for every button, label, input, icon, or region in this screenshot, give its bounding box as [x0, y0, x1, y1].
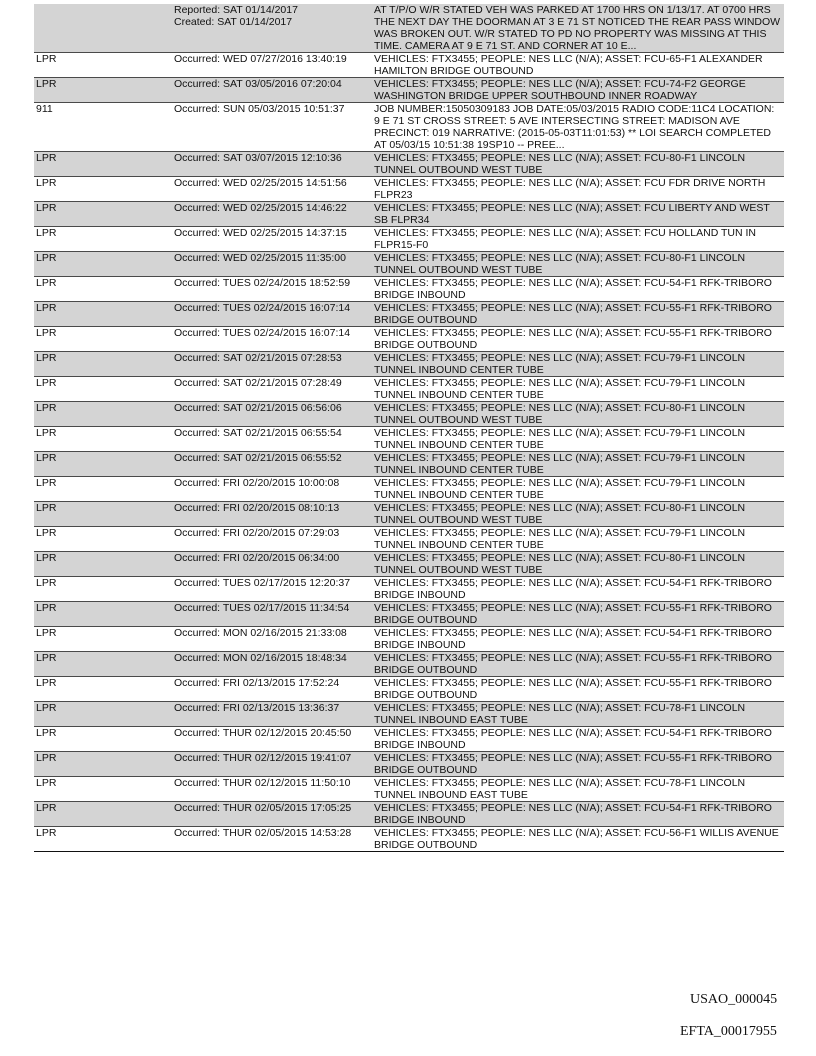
table-row: [34, 652, 784, 677]
record-description: VEHICLES: FTX3455; PEOPLE: NES LLC (N/A); ASSET: FCU-54-F1 RFK-TRIBORO BRIDGE INBOUND: [372, 802, 784, 827]
table-row: [34, 577, 784, 602]
occurred-date: Occurred: FRI 02/13/2015 17:52:24: [172, 677, 372, 702]
table-row: [34, 352, 784, 377]
occurred-date: Occurred: FRI 02/13/2015 13:36:37: [172, 702, 372, 727]
records-table: [34, 4, 784, 852]
record-dates: [172, 4, 372, 53]
record-type: [34, 4, 172, 53]
record-description: VEHICLES: FTX3455; PEOPLE: NES LLC (N/A); ASSET: FCU-80-F1 LINCOLN TUNNEL OUTBOUND WEST TUBE: [372, 502, 784, 527]
created-date: Created: SAT 01/14/2017: [174, 16, 293, 28]
table-row: [34, 252, 784, 277]
record-type: LPR: [34, 177, 172, 202]
record-description: VEHICLES: FTX3455; PEOPLE: NES LLC (N/A); ASSET: FCU LIBERTY AND WEST SB FLPR34: [372, 202, 784, 227]
table-row: [34, 402, 784, 427]
table-row: [34, 627, 784, 652]
record-description: VEHICLES: FTX3455; PEOPLE: NES LLC (N/A); ASSET: FCU-80-F1 LINCOLN TUNNEL OUTBOUND WEST TUBE: [372, 252, 784, 277]
table-row: [34, 53, 784, 78]
table-row: [34, 527, 784, 552]
record-description: VEHICLES: FTX3455; PEOPLE: NES LLC (N/A); ASSET: FCU-78-F1 LINCOLN TUNNEL INBOUND EAST TUBE: [372, 702, 784, 727]
occurred-date: Occurred: SAT 02/21/2015 07:28:53: [172, 352, 372, 377]
table-row: [34, 727, 784, 752]
record-description: VEHICLES: FTX3455; PEOPLE: NES LLC (N/A); ASSET: FCU-55-F1 RFK-TRIBORO BRIDGE OUTBOUND: [372, 677, 784, 702]
record-type: LPR: [34, 78, 172, 103]
occurred-date: Occurred: TUES 02/24/2015 16:07:14: [172, 327, 372, 352]
record-description: AT T/P/O W/R STATED VEH WAS PARKED AT 1700 HRS ON 1/13/17. AT 0700 HRS THE NEXT DAY THE DOORMAN AT 3 E 71 ST NOTICED THE REAR PASS WINDOW WAS BROKEN OUT. W/R STATED TO PD NO PROPERTY WAS MISSING AT THIS TIME. CAMERA AT 9 E 71 ST. AND CORNER AT 10 E...: [372, 4, 784, 53]
occurred-date: Occurred: MON 02/16/2015 21:33:08: [172, 627, 372, 652]
table-row: [34, 377, 784, 402]
occurred-date: Occurred: SAT 03/05/2016 07:20:04: [172, 78, 372, 103]
table-row: [34, 103, 784, 152]
record-description: VEHICLES: FTX3455; PEOPLE: NES LLC (N/A); ASSET: FCU-55-F1 RFK-TRIBORO BRIDGE OUTBOUND: [372, 327, 784, 352]
record-description: VEHICLES: FTX3455; PEOPLE: NES LLC (N/A); ASSET: FCU-65-F1 ALEXANDER HAMILTON BRIDGE OUTBOUND: [372, 53, 784, 78]
record-description: VEHICLES: FTX3455; PEOPLE: NES LLC (N/A); ASSET: FCU-79-F1 LINCOLN TUNNEL INBOUND CENTER TUBE: [372, 477, 784, 502]
table-row: [34, 777, 784, 802]
records-body: [34, 4, 784, 852]
record-type: LPR: [34, 202, 172, 227]
occurred-date: Occurred: THUR 02/12/2015 11:50:10: [172, 777, 372, 802]
record-type: LPR: [34, 352, 172, 377]
first-record-row: [34, 4, 784, 53]
table-row: [34, 177, 784, 202]
record-description: VEHICLES: FTX3455; PEOPLE: NES LLC (N/A); ASSET: FCU HOLLAND TUN IN FLPR15-F0: [372, 227, 784, 252]
table-row: [34, 152, 784, 177]
record-type: LPR: [34, 652, 172, 677]
record-type: LPR: [34, 53, 172, 78]
record-type: LPR: [34, 527, 172, 552]
occurred-date: Occurred: FRI 02/20/2015 06:34:00: [172, 552, 372, 577]
occurred-date: Occurred: WED 02/25/2015 14:51:56: [172, 177, 372, 202]
occurred-date: Occurred: WED 07/27/2016 13:40:19: [172, 53, 372, 78]
record-description: VEHICLES: FTX3455; PEOPLE: NES LLC (N/A); ASSET: FCU-54-F1 RFK-TRIBORO BRIDGE INBOUND: [372, 277, 784, 302]
table-row: [34, 452, 784, 477]
record-description: VEHICLES: FTX3455; PEOPLE: NES LLC (N/A); ASSET: FCU-78-F1 LINCOLN TUNNEL INBOUND EAST TUBE: [372, 777, 784, 802]
occurred-date: Occurred: WED 02/25/2015 14:46:22: [172, 202, 372, 227]
occurred-date: Occurred: TUES 02/24/2015 18:52:59: [172, 277, 372, 302]
table-row: [34, 302, 784, 327]
reported-date: Reported: SAT 01/14/2017: [174, 4, 298, 16]
record-type: LPR: [34, 677, 172, 702]
record-type: LPR: [34, 827, 172, 852]
table-row: [34, 602, 784, 627]
record-description: VEHICLES: FTX3455; PEOPLE: NES LLC (N/A); ASSET: FCU-54-F1 RFK-TRIBORO BRIDGE INBOUND: [372, 577, 784, 602]
occurred-date: Occurred: SAT 02/21/2015 07:28:49: [172, 377, 372, 402]
occurred-date: Occurred: THUR 02/12/2015 20:45:50: [172, 727, 372, 752]
occurred-date: Occurred: SUN 05/03/2015 10:51:37: [172, 103, 372, 152]
record-type: LPR: [34, 402, 172, 427]
bates-usao: USAO_000045: [690, 992, 778, 1007]
table-row: [34, 802, 784, 827]
table-row: [34, 277, 784, 302]
occurred-date: Occurred: SAT 02/21/2015 06:56:06: [172, 402, 372, 427]
record-description: VEHICLES: FTX3455; PEOPLE: NES LLC (N/A); ASSET: FCU-74-F2 GEORGE WASHINGTON BRIDGE UPPER SOUTHBOUND INNER ROADWAY: [372, 78, 784, 103]
occurred-date: Occurred: FRI 02/20/2015 10:00:08: [172, 477, 372, 502]
occurred-date: Occurred: FRI 02/20/2015 07:29:03: [172, 527, 372, 552]
record-description: VEHICLES: FTX3455; PEOPLE: NES LLC (N/A); ASSET: FCU-55-F1 RFK-TRIBORO BRIDGE OUTBOUND: [372, 752, 784, 777]
record-type: LPR: [34, 427, 172, 452]
occurred-date: Occurred: SAT 03/07/2015 12:10:36: [172, 152, 372, 177]
occurred-date: Occurred: TUES 02/17/2015 12:20:37: [172, 577, 372, 602]
record-type: LPR: [34, 377, 172, 402]
occurred-date: Occurred: TUES 02/24/2015 16:07:14: [172, 302, 372, 327]
record-description: VEHICLES: FTX3455; PEOPLE: NES LLC (N/A); ASSET: FCU-54-F1 RFK-TRIBORO BRIDGE INBOUND: [372, 627, 784, 652]
table-row: [34, 202, 784, 227]
record-type: LPR: [34, 477, 172, 502]
record-type: LPR: [34, 152, 172, 177]
record-description: VEHICLES: FTX3455; PEOPLE: NES LLC (N/A); ASSET: FCU-55-F1 RFK-TRIBORO BRIDGE OUTBOUND: [372, 652, 784, 677]
record-type: LPR: [34, 802, 172, 827]
record-description: VEHICLES: FTX3455; PEOPLE: NES LLC (N/A); ASSET: FCU-79-F1 LINCOLN TUNNEL INBOUND CENTER TUBE: [372, 527, 784, 552]
record-type: LPR: [34, 552, 172, 577]
occurred-date: Occurred: THUR 02/05/2015 17:05:25: [172, 802, 372, 827]
record-type: LPR: [34, 452, 172, 477]
occurred-date: Occurred: SAT 02/21/2015 06:55:52: [172, 452, 372, 477]
record-type: LPR: [34, 602, 172, 627]
record-description: VEHICLES: FTX3455; PEOPLE: NES LLC (N/A); ASSET: FCU-56-F1 WILLIS AVENUE BRIDGE OUTBOUND: [372, 827, 784, 852]
occurred-date: Occurred: WED 02/25/2015 14:37:15: [172, 227, 372, 252]
table-row: [34, 702, 784, 727]
occurred-date: Occurred: WED 02/25/2015 11:35:00: [172, 252, 372, 277]
record-type: LPR: [34, 777, 172, 802]
record-description: VEHICLES: FTX3455; PEOPLE: NES LLC (N/A); ASSET: FCU-80-F1 LINCOLN TUNNEL OUTBOUND WEST TUBE: [372, 152, 784, 177]
record-description: VEHICLES: FTX3455; PEOPLE: NES LLC (N/A); ASSET: FCU-79-F1 LINCOLN TUNNEL INBOUND CENTER TUBE: [372, 377, 784, 402]
record-description: VEHICLES: FTX3455; PEOPLE: NES LLC (N/A); ASSET: FCU-55-F1 RFK-TRIBORO BRIDGE OUTBOUND: [372, 602, 784, 627]
occurred-date: Occurred: THUR 02/12/2015 19:41:07: [172, 752, 372, 777]
record-type: LPR: [34, 502, 172, 527]
record-description: VEHICLES: FTX3455; PEOPLE: NES LLC (N/A); ASSET: FCU-55-F1 RFK-TRIBORO BRIDGE OUTBOUND: [372, 302, 784, 327]
table-row: [34, 327, 784, 352]
table-row: [34, 227, 784, 252]
record-description: VEHICLES: FTX3455; PEOPLE: NES LLC (N/A); ASSET: FCU-80-F1 LINCOLN TUNNEL OUTBOUND WEST TUBE: [372, 402, 784, 427]
record-type: LPR: [34, 252, 172, 277]
record-type: LPR: [34, 702, 172, 727]
record-description: VEHICLES: FTX3455; PEOPLE: NES LLC (N/A); ASSET: FCU-80-F1 LINCOLN TUNNEL OUTBOUND WEST TUBE: [372, 552, 784, 577]
table-row: [34, 827, 784, 852]
table-row: [34, 477, 784, 502]
record-description: VEHICLES: FTX3455; PEOPLE: NES LLC (N/A); ASSET: FCU-79-F1 LINCOLN TUNNEL INBOUND CENTER TUBE: [372, 452, 784, 477]
bates-efta: EFTA_00017955: [680, 1024, 777, 1039]
record-type: LPR: [34, 577, 172, 602]
record-description: VEHICLES: FTX3455; PEOPLE: NES LLC (N/A); ASSET: FCU-79-F1 LINCOLN TUNNEL INBOUND CENTER TUBE: [372, 352, 784, 377]
record-type: LPR: [34, 227, 172, 252]
table-row: [34, 677, 784, 702]
record-type: LPR: [34, 327, 172, 352]
record-type: LPR: [34, 727, 172, 752]
table-row: [34, 752, 784, 777]
record-description: VEHICLES: FTX3455; PEOPLE: NES LLC (N/A); ASSET: FCU-79-F1 LINCOLN TUNNEL INBOUND CENTER TUBE: [372, 427, 784, 452]
table-row: [34, 427, 784, 452]
record-description: VEHICLES: FTX3455; PEOPLE: NES LLC (N/A); ASSET: FCU FDR DRIVE NORTH FLPR23: [372, 177, 784, 202]
record-type: 911: [34, 103, 172, 152]
occurred-date: Occurred: TUES 02/17/2015 11:34:54: [172, 602, 372, 627]
record-type: LPR: [34, 302, 172, 327]
records-sheet: [34, 4, 781, 852]
occurred-date: Occurred: MON 02/16/2015 18:48:34: [172, 652, 372, 677]
table-row: [34, 502, 784, 527]
table-row: [34, 552, 784, 577]
record-description: JOB NUMBER:15050309183 JOB DATE:05/03/2015 RADIO CODE:11C4 LOCATION: 9 E 71 ST CROSS STREET: 5 AVE INTERSECTING STREET: MADISON AVE PRECINCT: 019 NARRATIVE: (2015-05-03T11:01:53) ** LOI SEARCH COMPLETED AT 05/03/15 10:51:38 19SP10 -- PREE...: [372, 103, 784, 152]
record-type: LPR: [34, 627, 172, 652]
table-row: [34, 78, 784, 103]
occurred-date: Occurred: SAT 02/21/2015 06:55:54: [172, 427, 372, 452]
occurred-date: Occurred: THUR 02/05/2015 14:53:28: [172, 827, 372, 852]
record-description: VEHICLES: FTX3455; PEOPLE: NES LLC (N/A); ASSET: FCU-54-F1 RFK-TRIBORO BRIDGE INBOUND: [372, 727, 784, 752]
record-type: LPR: [34, 752, 172, 777]
record-type: LPR: [34, 277, 172, 302]
occurred-date: Occurred: FRI 02/20/2015 08:10:13: [172, 502, 372, 527]
